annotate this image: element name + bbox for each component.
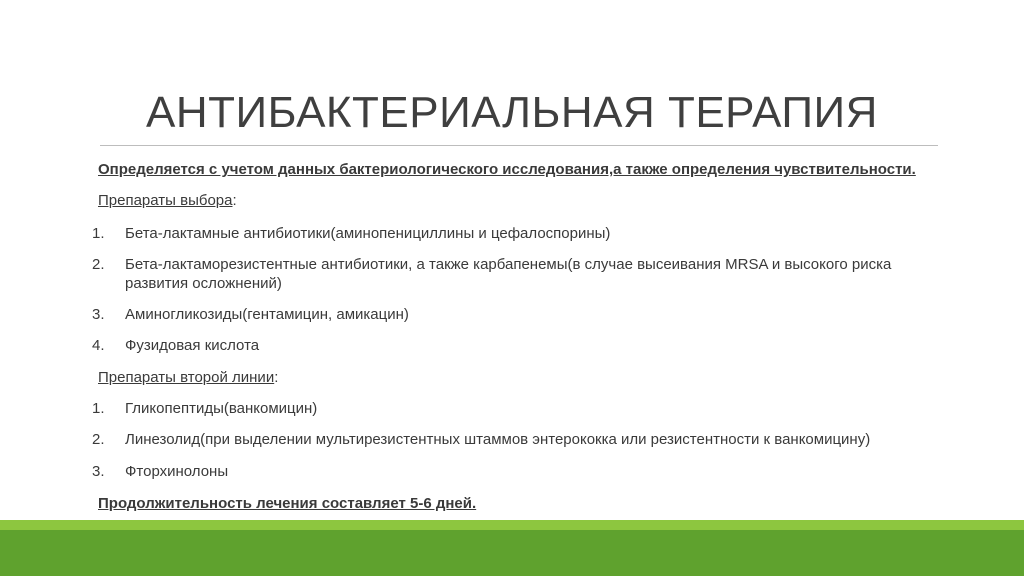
list-item-text: Аминогликозиды(гентамицин, амикацин) xyxy=(125,306,409,323)
list-item-number: 3. xyxy=(92,463,105,480)
second-line-colon: : xyxy=(274,369,279,386)
duration-text: Продолжительность лечения составляет 5-6 дней. xyxy=(98,495,477,512)
list-item-text: Фторхинолоны xyxy=(125,463,229,480)
list-item-number: 4. xyxy=(92,337,105,354)
list-item-text: Бета-лактаморезистентные антибиотики, а также карбапенемы(в случае высеивания MRSA и высокого риска развития осложнений) xyxy=(125,256,892,292)
first-choice-colon: : xyxy=(232,192,237,209)
list-item-number: 2. xyxy=(92,256,105,273)
second-line-heading xyxy=(98,368,278,387)
list-item-number: 1. xyxy=(92,400,105,417)
list-item-number: 3. xyxy=(92,306,105,323)
footer-band-dark xyxy=(0,530,1024,576)
list-item-number: 1. xyxy=(92,225,105,242)
first-choice-label: Препараты выбора xyxy=(98,192,233,209)
slide-title: АНТИБАКТЕРИАЛЬНАЯ ТЕРАПИЯ xyxy=(146,88,878,137)
list-item-text: Линезолид(при выделении мультирезистентных штаммов энтерококка или резистентности к ванкомицину) xyxy=(125,431,871,448)
list-item-text: Фузидовая кислота xyxy=(125,337,260,354)
footer-band-light xyxy=(0,520,1024,530)
list-item-text: Бета-лактамные антибиотики(аминопенициллины и цефалоспорины) xyxy=(125,225,611,242)
list-item-number: 2. xyxy=(92,431,105,448)
second-line-label: Препараты второй линии xyxy=(98,369,275,386)
first-choice-heading xyxy=(98,191,237,210)
list-item-text: Гликопептиды(ванкомицин) xyxy=(125,400,318,417)
intro-text: Определяется с учетом данных бактериологического исследования,а также определения чувствительности. xyxy=(98,161,916,178)
